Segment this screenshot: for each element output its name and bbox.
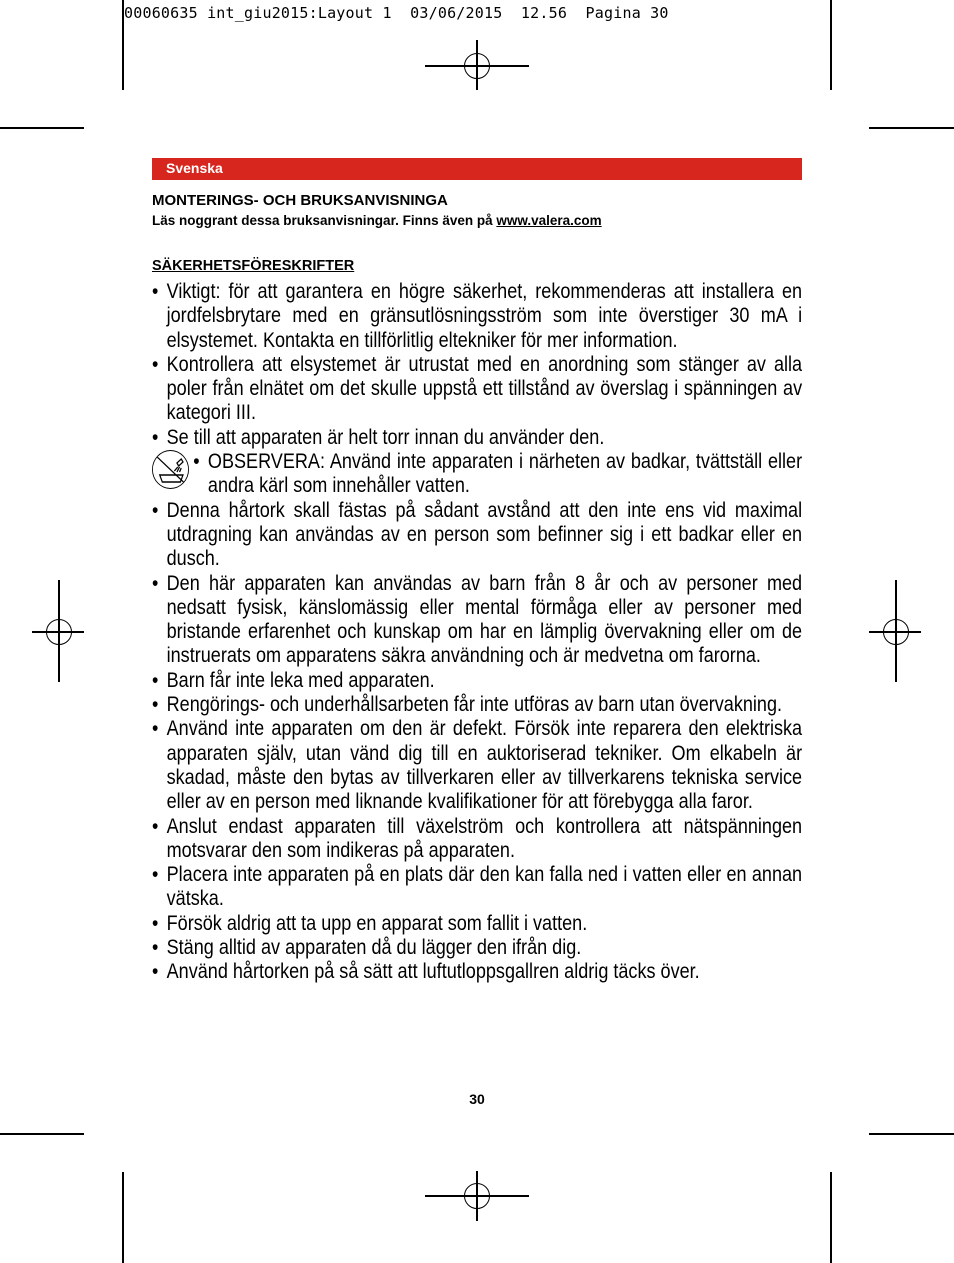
list-item xyxy=(152,960,802,984)
bullet: • xyxy=(152,814,159,838)
bullet: • xyxy=(193,450,200,474)
language-bar xyxy=(152,158,802,180)
bullet: • xyxy=(152,352,159,376)
warning-text: Stäng alltid av apparaten då du lägger den ifrån dig. xyxy=(166,936,582,960)
warning-text: Viktigt: för att garantera en högre säkerhet, rekommenderas att installera en jordfelsbrytare med en gränsutlösningsström som inte överstiger 30 mA i elsystemet. Kontakta en tillförlitlig eltekniker för mer information. xyxy=(166,280,803,352)
list-item xyxy=(152,280,802,353)
warning-text: Försök aldrig att ta upp en apparat som fallit i vatten. xyxy=(166,911,588,935)
bullet: • xyxy=(152,693,159,717)
language-label: Svenska xyxy=(166,160,223,176)
no-bath-icon xyxy=(152,450,189,489)
bullet: • xyxy=(152,425,159,449)
crop-mark xyxy=(122,0,124,90)
list-item xyxy=(152,572,802,669)
page-number: 30 xyxy=(469,1091,485,1107)
warning-text: Barn får inte leka med apparaten. xyxy=(166,668,435,692)
list-item xyxy=(152,815,802,864)
warning-text: Placera inte apparaten på en plats där den kan falla ned i vatten eller en annan vätska. xyxy=(166,863,803,911)
bullet: • xyxy=(152,668,159,692)
bullet: • xyxy=(152,280,159,303)
warning-text: Anslut endast apparaten till växelström och kontrollera att nätspänningen motsvarar den som indikeras på apparaten. xyxy=(166,814,803,862)
warning-text: Den här apparaten kan användas av barn från 8 år och av personer med nedsatt fysisk, känslomässig eller mental förmåga eller av personer med bristande erfarenhet och kunskap om har en lämplig övervakning eller om de instruerats om apparatens säkra användning och är medvetna om farorna. xyxy=(166,571,803,668)
subtitle-text: Läs noggrant dessa bruksanvisningar. Finns även på xyxy=(152,213,497,228)
warning-text: Denna hårtork skall fästas på sådant avstånd att den inte ens vid maximal utdragning kan användas av en person som befinner sig i ett badkar eller en dusch. xyxy=(166,498,803,571)
bullet: • xyxy=(152,717,159,741)
bullet: • xyxy=(152,960,159,984)
list-item xyxy=(152,717,802,814)
document-subtitle xyxy=(152,213,602,228)
note-item xyxy=(152,450,802,499)
bullet: • xyxy=(152,498,159,522)
warning-text: Använd hårtorken på så sätt att luftutloppsgallren aldrig täcks över. xyxy=(166,960,700,984)
bullet: • xyxy=(152,911,159,935)
crop-mark xyxy=(830,1172,832,1263)
crop-mark xyxy=(869,127,954,129)
crop-mark xyxy=(0,127,84,129)
list-item xyxy=(152,353,802,426)
document-title: MONTERINGS- OCH BRUKSANVISNINGA xyxy=(152,192,448,209)
print-slug: 00060635 int_giu2015:Layout 1 03/06/2015 12.56 Pagina 30 xyxy=(124,4,669,22)
section-heading: SÄKERHETSFÖRESKRIFTER xyxy=(152,258,355,274)
warning-text: Använd inte apparaten om den är defekt. Försök inte reparera den elektriska apparaten själv, utan vänd dig till en auktoriserad tekniker. Om elkabeln är skadad, måste den bytas av tillverkaren eller av tillverkarens tekniska service eller av en person med liknande kvalifikationer för att förebygga alla faror. xyxy=(166,717,803,814)
crop-mark xyxy=(830,0,832,90)
list-item xyxy=(152,499,802,572)
warning-text: OBSERVERA: Använd inte apparaten i närheten av badkar, tvättställ eller andra kärl som innehåller vatten. xyxy=(207,450,803,498)
list-item xyxy=(152,669,802,693)
list-item xyxy=(152,936,802,960)
crop-mark xyxy=(869,1133,954,1135)
list-item xyxy=(152,426,802,450)
list-item xyxy=(152,863,802,912)
bullet: • xyxy=(152,863,159,887)
bullet: • xyxy=(152,936,159,960)
warning-text: Se till att apparaten är helt torr innan du använder den. xyxy=(166,425,605,449)
bullet: • xyxy=(152,571,159,595)
warning-text: Rengörings- och underhållsarbeten får inte utföras av barn utan övervakning. xyxy=(166,693,783,717)
warning-text: Kontrollera att elsystemet är utrustat med en anordning som stänger av alla poler från elnätet om det skulle uppstå ett tillstånd av överslag i spänningen av kategori III. xyxy=(166,352,803,425)
website-link[interactable]: www.valera.com xyxy=(496,213,602,228)
safety-warnings-list xyxy=(152,280,802,985)
list-item xyxy=(152,693,802,717)
list-item xyxy=(152,912,802,936)
crop-mark xyxy=(122,1172,124,1263)
crop-mark xyxy=(0,1133,84,1135)
